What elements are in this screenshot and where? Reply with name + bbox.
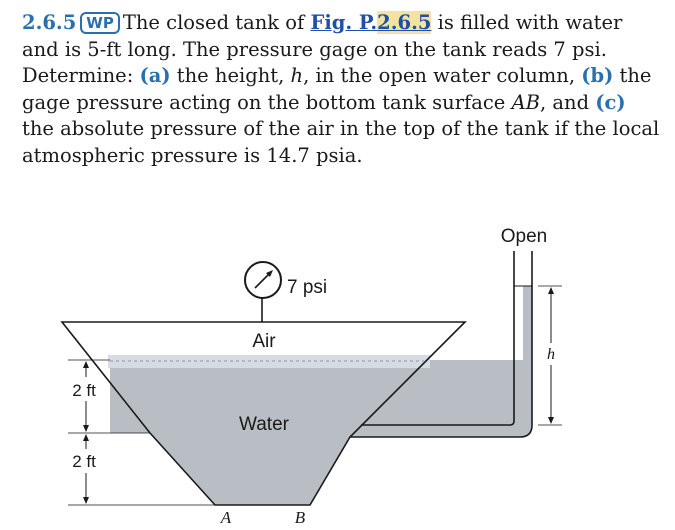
wp-badge[interactable]: WP [80,12,120,34]
arrowhead [83,361,89,368]
part-c-label: (c) [595,90,626,114]
gage-reading-label: 7 psi [287,277,328,298]
dim-label-top: 2 ft [72,381,96,400]
text-segment-2: is filled with water and is 5-ft long. The pressure gage on the tank reads 7 psi. Determine: [22,11,623,87]
figure-ref-highlight: 2.6.5 [377,11,432,34]
text-segment-6: , and [539,90,596,114]
air-label: Air [252,331,276,352]
part-b-label: (b) [581,64,614,87]
point-b-label: B [294,508,306,527]
open-label: Open [500,226,548,247]
text-segment-3: the height, [170,64,291,87]
water-label: Water [239,414,289,435]
text-segment-4: , in the open water column, [303,64,582,87]
point-a-label: A [220,508,232,527]
text-segment-7: the absolute pressure of the air in the top of the tank if the local atmospheric pressure is 14.7 psia. [22,117,660,167]
variable-h: h [290,64,304,87]
arrowhead [83,497,89,504]
variable-ab: AB [511,90,540,114]
text-segment-5: the gage pressure acting on the bottom tank surface [22,64,652,114]
arrowhead [83,425,89,432]
arrowhead [83,434,89,441]
tank-water [110,286,532,505]
part-a-label: (a) [139,64,171,87]
dim-label-bottom: 2 ft [72,452,96,471]
h-label: h [547,346,555,363]
text-segment-1: The closed tank of [122,11,311,34]
problem-number: 2.6.5 [22,11,77,34]
figure-ref-prefix: Fig. P. [310,11,378,34]
arrowhead [548,417,554,424]
arrowhead [548,287,554,294]
